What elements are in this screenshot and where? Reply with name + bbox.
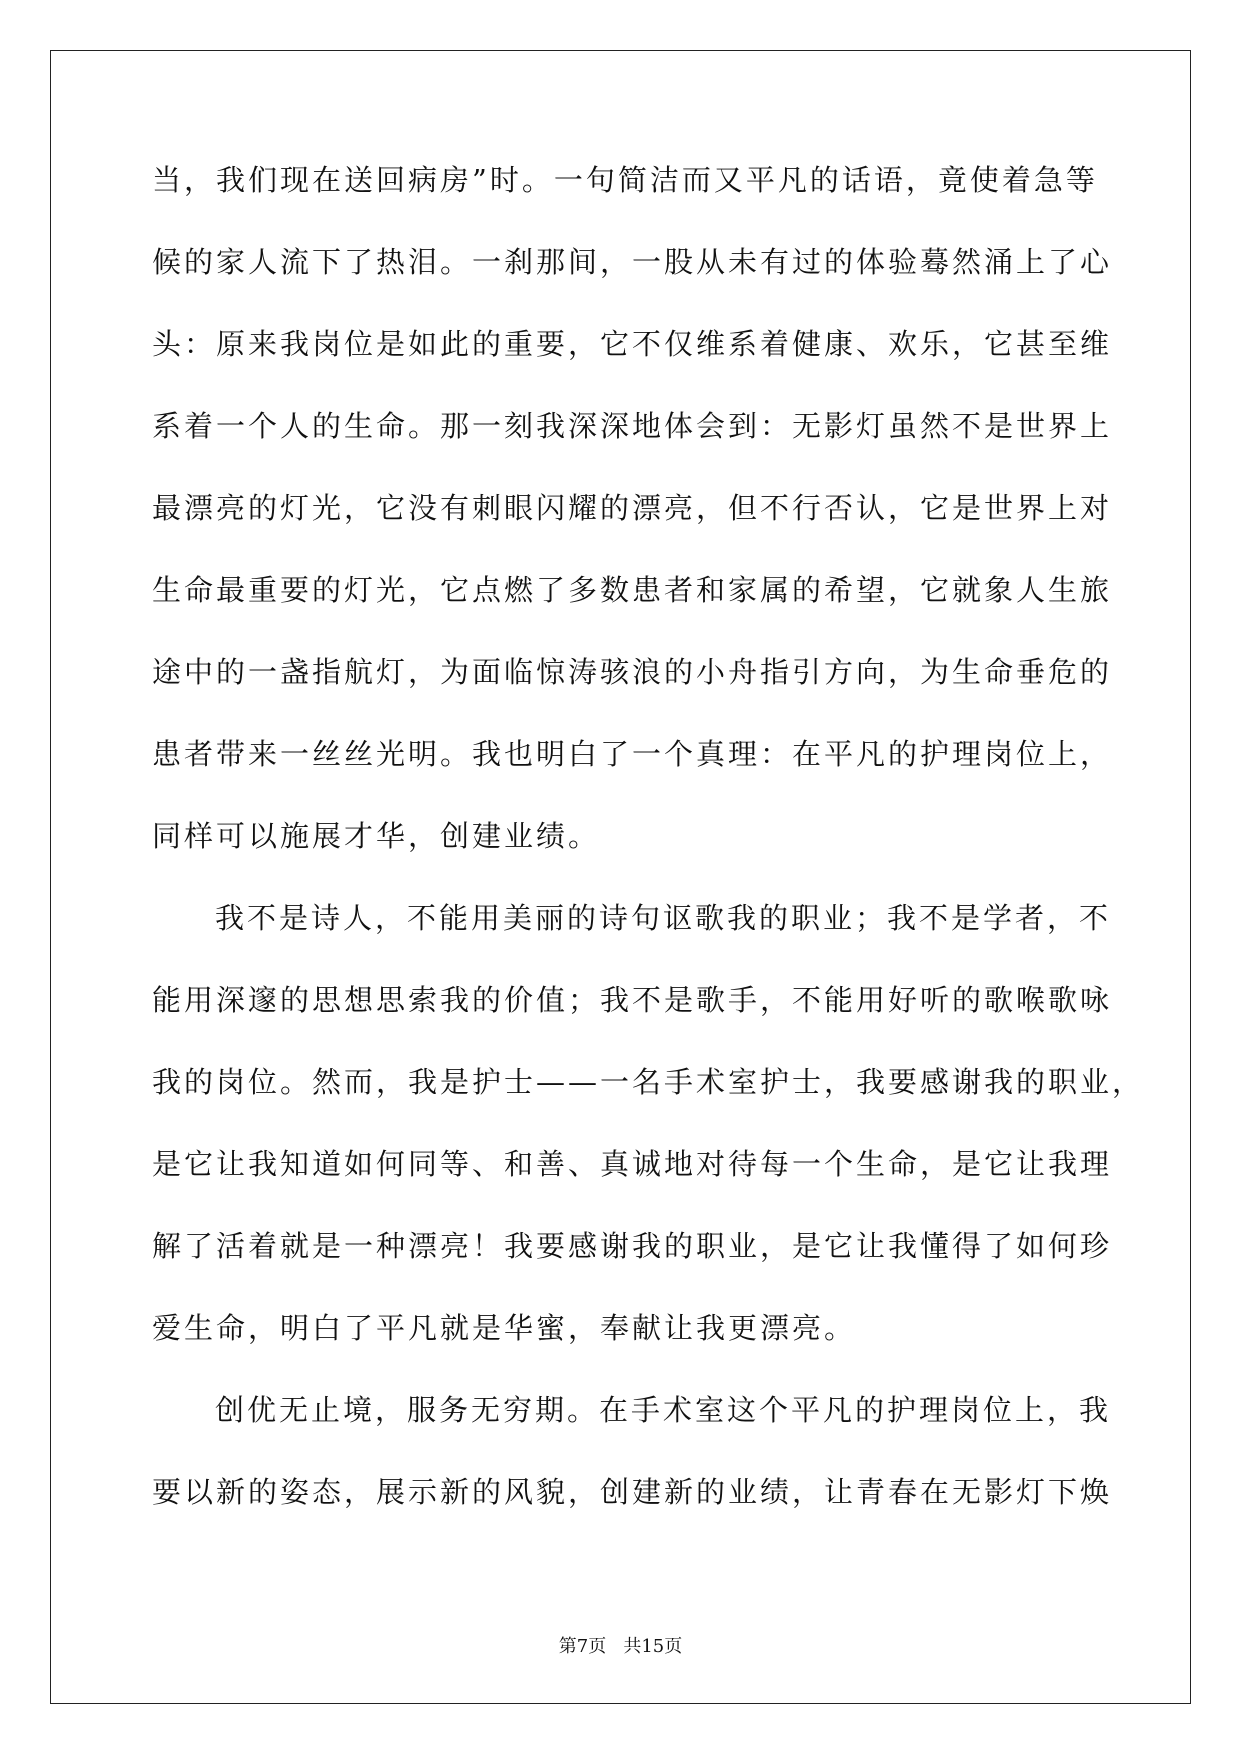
text-line: 是它让我知道如何同等、和善、真诚地对待每一个生命，是它让我理 <box>152 1147 1113 1181</box>
text-line: 当，我们现在送回病房”时。一句简洁而又平凡的话语，竟使着急等 <box>152 163 1098 197</box>
text-line: 要以新的姿态，展示新的风貌，创建新的业绩，让青春在无影灯下焕 <box>152 1475 1113 1509</box>
text-line: 能用深邃的思想思索我的价值；我不是歌手，不能用好听的歌喉歌咏 <box>152 983 1113 1017</box>
page-suffix: 页 <box>588 1636 607 1657</box>
text-line: 系着一个人的生命。那一刻我深深地体会到：无影灯虽然不是世界上 <box>152 409 1113 443</box>
page-footer <box>0 1632 1241 1658</box>
total-pages: 15 <box>641 1636 665 1657</box>
page-prefix: 第 <box>558 1636 577 1657</box>
paragraph-start-line: 我不是诗人，不能用美丽的诗句讴歌我的职业；我不是学者，不 <box>215 901 1112 935</box>
document-body <box>152 160 1145 1554</box>
text-line: 途中的一盏指航灯，为面临惊涛骇浪的小舟指引方向，为生命垂危的 <box>152 655 1113 689</box>
total-prefix: 共 <box>623 1636 642 1657</box>
text-line: 候的家人流下了热泪。一刹那间，一股从未有过的体验蓦然涌上了心 <box>152 245 1113 279</box>
text-line: 爱生命，明白了平凡就是华蜜，奉献让我更漂亮。 <box>152 1311 857 1345</box>
text-line: 头：原来我岗位是如此的重要，它不仅维系着健康、欢乐，它甚至维 <box>152 327 1113 361</box>
paragraph-start-line: 创优无止境，服务无穷期。在手术室这个平凡的护理岗位上，我 <box>215 1393 1112 1427</box>
total-suffix: 页 <box>664 1636 683 1657</box>
text-line: 患者带来一丝丝光明。我也明白了一个真理：在平凡的护理岗位上， <box>152 737 1113 771</box>
text-line: 最漂亮的灯光，它没有刺眼闪耀的漂亮，但不行否认，它是世界上对 <box>152 491 1113 525</box>
text-line: 我的岗位。然而，我是护士——一名手术室护士，我要感谢我的职业， <box>152 1065 1145 1099</box>
page-number: 7 <box>576 1636 589 1657</box>
text-line: 解了活着就是一种漂亮！我要感谢我的职业，是它让我懂得了如何珍 <box>152 1229 1113 1263</box>
text-line: 生命最重要的灯光，它点燃了多数患者和家属的希望，它就象人生旅 <box>152 573 1113 607</box>
text-line: 同样可以施展才华，创建业绩。 <box>152 819 601 853</box>
